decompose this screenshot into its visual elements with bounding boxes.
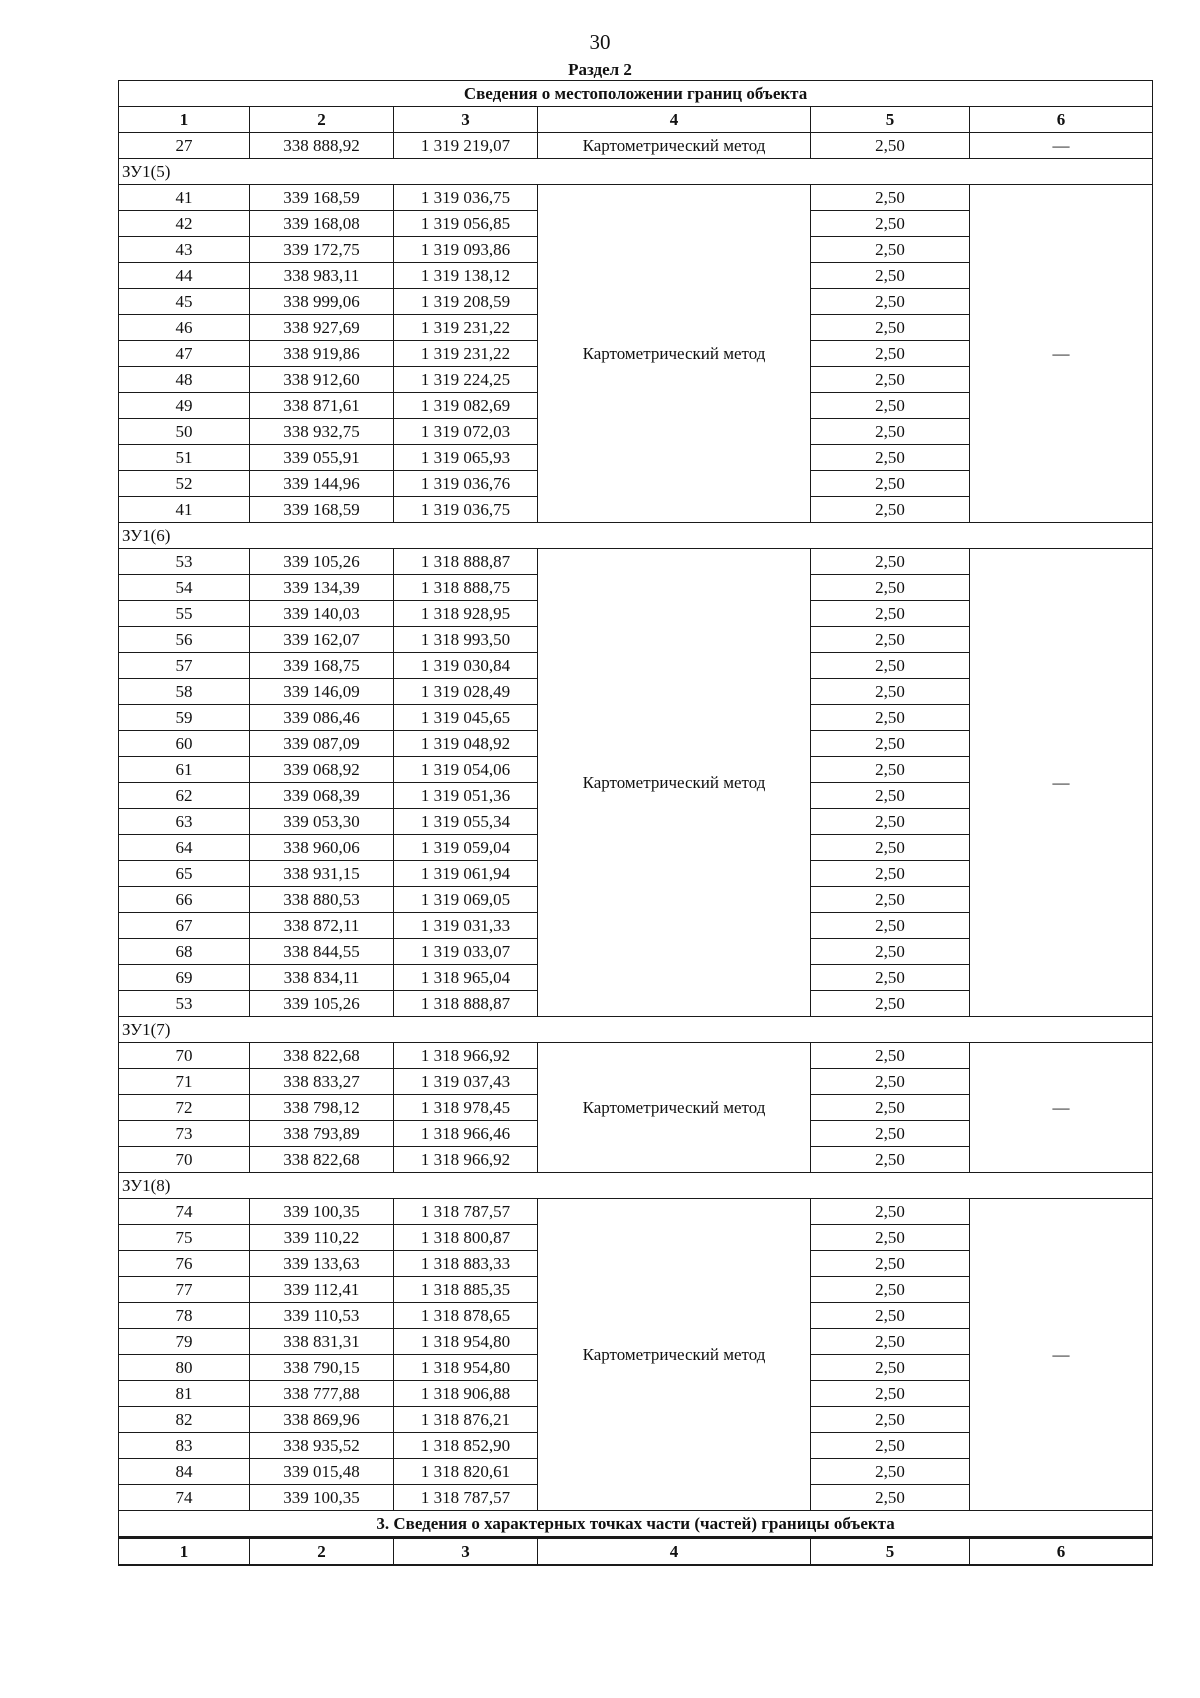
point-number: 59 (119, 705, 250, 731)
accuracy-value: 2,50 (811, 263, 970, 289)
table-cell: 338 888,92 (250, 133, 394, 159)
accuracy-value: 2,50 (811, 991, 970, 1017)
accuracy-value: 2,50 (811, 367, 970, 393)
accuracy-value: 2,50 (811, 1225, 970, 1251)
point-number: 61 (119, 757, 250, 783)
point-number: 72 (119, 1095, 250, 1121)
coordinate-x: 338 932,75 (250, 419, 394, 445)
point-number: 63 (119, 809, 250, 835)
point-number: 71 (119, 1069, 250, 1095)
point-number: 44 (119, 263, 250, 289)
point-number: 52 (119, 471, 250, 497)
coordinate-y: 1 319 054,06 (394, 757, 538, 783)
coordinate-x: 339 134,39 (250, 575, 394, 601)
coordinate-x: 339 055,91 (250, 445, 394, 471)
coordinate-y: 1 318 966,46 (394, 1121, 538, 1147)
accuracy-value: 2,50 (811, 627, 970, 653)
coordinate-y: 1 319 048,92 (394, 731, 538, 757)
coordinate-x: 339 086,46 (250, 705, 394, 731)
group-label: ЗУ1(6) (119, 523, 1153, 549)
coordinate-x: 339 168,59 (250, 185, 394, 211)
coordinate-y: 1 318 965,04 (394, 965, 538, 991)
footer-title: 3. Сведения о характерных точках части (частей) границы объекта (119, 1511, 1153, 1538)
coordinate-y: 1 319 082,69 (394, 393, 538, 419)
accuracy-value: 2,50 (811, 419, 970, 445)
coordinate-x: 338 931,15 (250, 861, 394, 887)
coordinate-y: 1 318 852,90 (394, 1433, 538, 1459)
column-header: 1 (119, 1538, 250, 1566)
column-header: 3 (394, 107, 538, 133)
point-number: 41 (119, 497, 250, 523)
accuracy-value: 2,50 (811, 1433, 970, 1459)
column-header-row (119, 107, 1153, 133)
coordinate-y: 1 319 224,25 (394, 367, 538, 393)
accuracy-value: 2,50 (811, 1485, 970, 1511)
coordinate-x: 339 100,35 (250, 1485, 394, 1511)
coordinate-y: 1 319 138,12 (394, 263, 538, 289)
point-number: 49 (119, 393, 250, 419)
dash-cell: — (970, 549, 1153, 1017)
point-number: 47 (119, 341, 250, 367)
coordinate-y: 1 318 885,35 (394, 1277, 538, 1303)
coordinate-y: 1 319 037,43 (394, 1069, 538, 1095)
table-cell: 27 (119, 133, 250, 159)
coordinate-y: 1 319 231,22 (394, 341, 538, 367)
coordinate-x: 339 162,07 (250, 627, 394, 653)
coordinate-y: 1 319 045,65 (394, 705, 538, 731)
accuracy-value: 2,50 (811, 705, 970, 731)
method-cell: Картометрический метод (538, 549, 811, 1017)
accuracy-value: 2,50 (811, 211, 970, 237)
coordinate-x: 339 172,75 (250, 237, 394, 263)
footer-title-row (119, 1511, 1153, 1538)
coordinate-y: 1 318 787,57 (394, 1199, 538, 1225)
coordinate-x: 338 983,11 (250, 263, 394, 289)
dash-cell: — (970, 1199, 1153, 1511)
column-header: 2 (250, 1538, 394, 1566)
coordinate-x: 339 140,03 (250, 601, 394, 627)
point-number: 57 (119, 653, 250, 679)
point-number: 74 (119, 1199, 250, 1225)
accuracy-value: 2,50 (811, 1251, 970, 1277)
coordinate-x: 338 871,61 (250, 393, 394, 419)
point-number: 51 (119, 445, 250, 471)
method-cell: Картометрический метод (538, 185, 811, 523)
coordinate-y: 1 319 093,86 (394, 237, 538, 263)
accuracy-value: 2,50 (811, 653, 970, 679)
point-number: 69 (119, 965, 250, 991)
coordinate-x: 339 015,48 (250, 1459, 394, 1485)
coordinate-x: 339 105,26 (250, 549, 394, 575)
coordinate-y: 1 318 928,95 (394, 601, 538, 627)
accuracy-value: 2,50 (811, 497, 970, 523)
accuracy-value: 2,50 (811, 1407, 970, 1433)
point-number: 43 (119, 237, 250, 263)
coordinate-y: 1 319 036,76 (394, 471, 538, 497)
coordinate-y: 1 318 787,57 (394, 1485, 538, 1511)
coordinate-y: 1 318 883,33 (394, 1251, 538, 1277)
coordinate-y: 1 319 036,75 (394, 497, 538, 523)
column-header: 1 (119, 107, 250, 133)
coordinate-x: 338 960,06 (250, 835, 394, 861)
point-number: 50 (119, 419, 250, 445)
point-number: 81 (119, 1381, 250, 1407)
coordinate-y: 1 319 030,84 (394, 653, 538, 679)
group-label: ЗУ1(7) (119, 1017, 1153, 1043)
point-number: 48 (119, 367, 250, 393)
coordinate-x: 338 790,15 (250, 1355, 394, 1381)
coordinate-x: 339 168,75 (250, 653, 394, 679)
accuracy-value: 2,50 (811, 237, 970, 263)
coordinate-y: 1 319 059,04 (394, 835, 538, 861)
coordinate-y: 1 319 028,49 (394, 679, 538, 705)
coordinate-y: 1 318 954,80 (394, 1355, 538, 1381)
coordinate-y: 1 318 888,87 (394, 991, 538, 1017)
coordinate-y: 1 319 065,93 (394, 445, 538, 471)
accuracy-value: 2,50 (811, 757, 970, 783)
method-cell: Картометрический метод (538, 1199, 811, 1511)
coordinate-x: 339 087,09 (250, 731, 394, 757)
column-header: 2 (250, 107, 394, 133)
dash-cell: — (970, 1043, 1153, 1173)
footer-header-row (119, 1538, 1153, 1566)
point-number: 70 (119, 1043, 250, 1069)
coordinate-y: 1 318 820,61 (394, 1459, 538, 1485)
group-header-row (119, 523, 1153, 549)
accuracy-value: 2,50 (811, 445, 970, 471)
coordinate-y: 1 319 231,22 (394, 315, 538, 341)
coordinate-y: 1 319 031,33 (394, 913, 538, 939)
coordinate-x: 339 144,96 (250, 471, 394, 497)
point-number: 56 (119, 627, 250, 653)
accuracy-value: 2,50 (811, 1329, 970, 1355)
coordinate-y: 1 318 978,45 (394, 1095, 538, 1121)
coordinate-y: 1 318 966,92 (394, 1147, 538, 1173)
column-header: 6 (970, 1538, 1153, 1566)
column-header: 3 (394, 1538, 538, 1566)
point-number: 73 (119, 1121, 250, 1147)
point-number: 42 (119, 211, 250, 237)
accuracy-value: 2,50 (811, 393, 970, 419)
coordinate-x: 339 068,39 (250, 783, 394, 809)
coordinate-x: 338 798,12 (250, 1095, 394, 1121)
coordinate-x: 338 822,68 (250, 1043, 394, 1069)
accuracy-value: 2,50 (811, 1355, 970, 1381)
point-number: 70 (119, 1147, 250, 1173)
point-number: 84 (119, 1459, 250, 1485)
point-number: 62 (119, 783, 250, 809)
coordinate-y: 1 319 036,75 (394, 185, 538, 211)
accuracy-value: 2,50 (811, 809, 970, 835)
accuracy-value: 2,50 (811, 1147, 970, 1173)
coordinate-x: 339 100,35 (250, 1199, 394, 1225)
accuracy-value: 2,50 (811, 913, 970, 939)
coordinate-x: 338 777,88 (250, 1381, 394, 1407)
point-number: 53 (119, 991, 250, 1017)
accuracy-value: 2,50 (811, 731, 970, 757)
coordinate-x: 339 168,59 (250, 497, 394, 523)
coordinate-x: 339 146,09 (250, 679, 394, 705)
point-number: 60 (119, 731, 250, 757)
coordinate-x: 338 880,53 (250, 887, 394, 913)
method-cell: Картометрический метод (538, 1043, 811, 1173)
coordinate-y: 1 318 800,87 (394, 1225, 538, 1251)
point-number: 54 (119, 575, 250, 601)
coordinate-y: 1 319 051,36 (394, 783, 538, 809)
table-row (119, 133, 1153, 159)
coordinate-x: 338 935,52 (250, 1433, 394, 1459)
accuracy-value: 2,50 (811, 185, 970, 211)
accuracy-value: 2,50 (811, 289, 970, 315)
accuracy-value: 2,50 (811, 315, 970, 341)
coordinate-y: 1 318 878,65 (394, 1303, 538, 1329)
point-number: 66 (119, 887, 250, 913)
table-row (119, 1043, 1153, 1069)
accuracy-value: 2,50 (811, 1303, 970, 1329)
accuracy-value: 2,50 (811, 1199, 970, 1225)
accuracy-value: 2,50 (811, 1043, 970, 1069)
coordinate-x: 338 831,31 (250, 1329, 394, 1355)
point-number: 80 (119, 1355, 250, 1381)
accuracy-value: 2,50 (811, 601, 970, 627)
coordinate-y: 1 319 208,59 (394, 289, 538, 315)
coordinate-x: 338 834,11 (250, 965, 394, 991)
coordinate-y: 1 318 966,92 (394, 1043, 538, 1069)
point-number: 46 (119, 315, 250, 341)
table-row (119, 185, 1153, 211)
point-number: 78 (119, 1303, 250, 1329)
coordinate-x: 339 110,53 (250, 1303, 394, 1329)
point-number: 76 (119, 1251, 250, 1277)
point-number: 58 (119, 679, 250, 705)
coordinate-y: 1 318 993,50 (394, 627, 538, 653)
point-number: 53 (119, 549, 250, 575)
accuracy-value: 2,50 (811, 1381, 970, 1407)
column-header: 4 (538, 107, 811, 133)
accuracy-value: 2,50 (811, 575, 970, 601)
coordinate-y: 1 319 072,03 (394, 419, 538, 445)
table-cell: 2,50 (811, 133, 970, 159)
coordinate-x: 339 053,30 (250, 809, 394, 835)
coordinate-x: 339 105,26 (250, 991, 394, 1017)
point-number: 83 (119, 1433, 250, 1459)
accuracy-value: 2,50 (811, 1459, 970, 1485)
boundary-coordinates-table (118, 80, 1153, 1566)
column-header: 4 (538, 1538, 811, 1566)
coordinate-x: 338 869,96 (250, 1407, 394, 1433)
section-title: Раздел 2 (568, 60, 632, 79)
table-cell: Картометрический метод (538, 133, 811, 159)
column-header: 6 (970, 107, 1153, 133)
table-title: Сведения о местоположении границ объекта (119, 81, 1153, 107)
table-cell: 1 319 219,07 (394, 133, 538, 159)
point-number: 82 (119, 1407, 250, 1433)
accuracy-value: 2,50 (811, 1069, 970, 1095)
dash-cell: — (970, 185, 1153, 523)
accuracy-value: 2,50 (811, 1277, 970, 1303)
coordinate-y: 1 319 069,05 (394, 887, 538, 913)
coordinate-x: 339 133,63 (250, 1251, 394, 1277)
point-number: 65 (119, 861, 250, 887)
coordinate-y: 1 318 888,87 (394, 549, 538, 575)
column-header: 5 (811, 1538, 970, 1566)
accuracy-value: 2,50 (811, 887, 970, 913)
accuracy-value: 2,50 (811, 471, 970, 497)
point-number: 74 (119, 1485, 250, 1511)
coordinate-x: 338 833,27 (250, 1069, 394, 1095)
point-number: 41 (119, 185, 250, 211)
point-number: 75 (119, 1225, 250, 1251)
accuracy-value: 2,50 (811, 965, 970, 991)
group-label: ЗУ1(8) (119, 1173, 1153, 1199)
group-header-row (119, 1017, 1153, 1043)
table-row (119, 1199, 1153, 1225)
page-number: 30 (589, 30, 611, 54)
coordinate-x: 338 927,69 (250, 315, 394, 341)
coordinate-x: 338 822,68 (250, 1147, 394, 1173)
table-cell: — (970, 133, 1153, 159)
coordinate-y: 1 319 033,07 (394, 939, 538, 965)
accuracy-value: 2,50 (811, 1121, 970, 1147)
column-header: 5 (811, 107, 970, 133)
coordinate-x: 338 844,55 (250, 939, 394, 965)
point-number: 77 (119, 1277, 250, 1303)
accuracy-value: 2,50 (811, 861, 970, 887)
point-number: 45 (119, 289, 250, 315)
point-number: 55 (119, 601, 250, 627)
coordinate-x: 338 999,06 (250, 289, 394, 315)
accuracy-value: 2,50 (811, 341, 970, 367)
group-label: ЗУ1(5) (119, 159, 1153, 185)
accuracy-value: 2,50 (811, 679, 970, 705)
coordinate-x: 338 872,11 (250, 913, 394, 939)
coordinate-y: 1 319 056,85 (394, 211, 538, 237)
point-number: 64 (119, 835, 250, 861)
coordinate-x: 339 110,22 (250, 1225, 394, 1251)
group-header-row (119, 159, 1153, 185)
coordinate-y: 1 319 055,34 (394, 809, 538, 835)
table-row (119, 549, 1153, 575)
coordinate-y: 1 319 061,94 (394, 861, 538, 887)
coordinate-x: 339 168,08 (250, 211, 394, 237)
group-header-row (119, 1173, 1153, 1199)
accuracy-value: 2,50 (811, 783, 970, 809)
accuracy-value: 2,50 (811, 1095, 970, 1121)
accuracy-value: 2,50 (811, 835, 970, 861)
coordinate-x: 338 793,89 (250, 1121, 394, 1147)
coordinate-y: 1 318 906,88 (394, 1381, 538, 1407)
coordinate-y: 1 318 954,80 (394, 1329, 538, 1355)
coordinate-x: 338 919,86 (250, 341, 394, 367)
accuracy-value: 2,50 (811, 939, 970, 965)
point-number: 67 (119, 913, 250, 939)
point-number: 79 (119, 1329, 250, 1355)
point-number: 68 (119, 939, 250, 965)
coordinate-x: 338 912,60 (250, 367, 394, 393)
accuracy-value: 2,50 (811, 549, 970, 575)
table-title-row (119, 81, 1153, 107)
coordinate-y: 1 318 888,75 (394, 575, 538, 601)
coordinate-y: 1 318 876,21 (394, 1407, 538, 1433)
coordinate-x: 339 068,92 (250, 757, 394, 783)
coordinate-x: 339 112,41 (250, 1277, 394, 1303)
